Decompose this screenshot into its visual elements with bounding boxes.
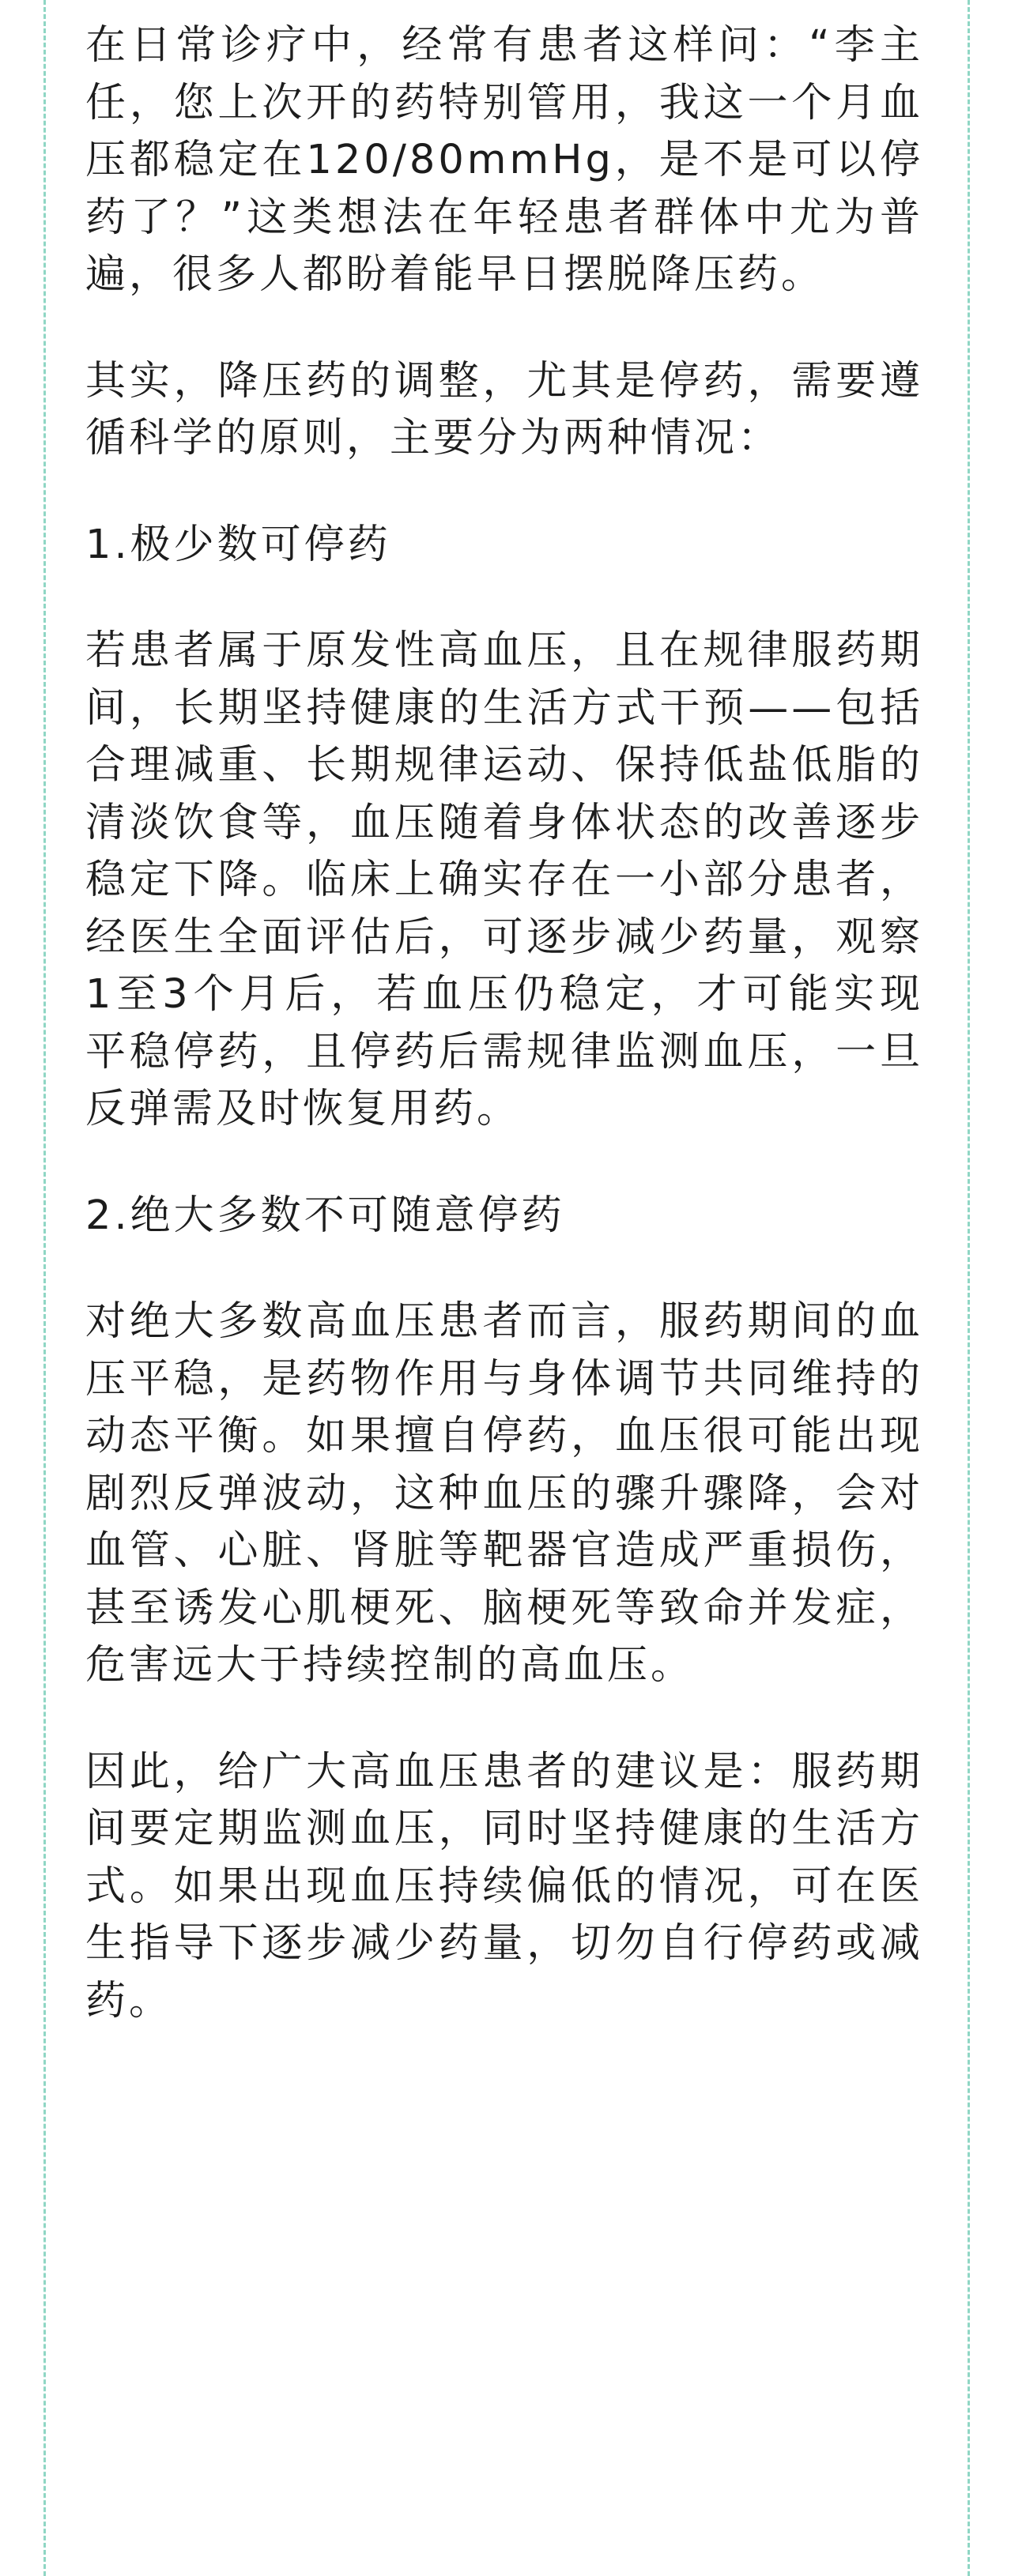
left-dashed-border: [43, 0, 46, 2576]
advice-paragraph: 因此，给广大高血压患者的建议是：服药期间要定期监测血压，同时坚持健康的生活方式。如果出现血压持续偏低的情况，可在医生指导下逐步减少药量，切勿自行停药或减药。: [85, 1748, 923, 2024]
principles-paragraph: 其实，降压药的调整，尤其是停药，需要遵循科学的原则，主要分为两种情况：: [85, 357, 923, 461]
intro-paragraph: 在日常诊疗中，经常有患者这样问：“李主任，您上次开的药特别管用，我这一个月血压都稳定在120/80mmHg，是不是可以停药了？”这类想法在年轻患者群体中尤为普遍，很多人都盼着能早日摆脱降压药。: [85, 22, 923, 298]
section-1-paragraph: 若患者属于原发性高血压，且在规律服药期间，长期坚持健康的生活方式干预——包括合理减重、长期规律运动、保持低盐低脂的清淡饮食等，血压随着身体状态的改善逐步稳定下降。临床上确实存在一小部分患者，经医生全面评估后，可逐步减少药量，观察1至3个月后，若血压仍稳定，才可能实现平稳停药，且停药后需规律监测血压，一旦反弹需及时恢复用药。: [85, 627, 923, 1132]
right-dashed-border: [968, 0, 970, 2576]
section-heading-2: 2.绝大多数不可随意停药: [85, 1192, 565, 1239]
section-2-paragraph: 对绝大多数高血压患者而言，服药期间的血压平稳，是药物作用与身体调节共同维持的动态平衡。如果擅自停药，血压很可能出现剧烈反弹波动，这种血压的骤升骤降，会对血管、心脏、肾脏等靶器官造成严重损伤，甚至诱发心肌梗死、脑梗死等致命并发症，危害远大于持续控制的高血压。: [85, 1298, 923, 1689]
article-body: [85, 17, 923, 2030]
section-heading-1: 1.极少数可停药: [85, 521, 391, 568]
